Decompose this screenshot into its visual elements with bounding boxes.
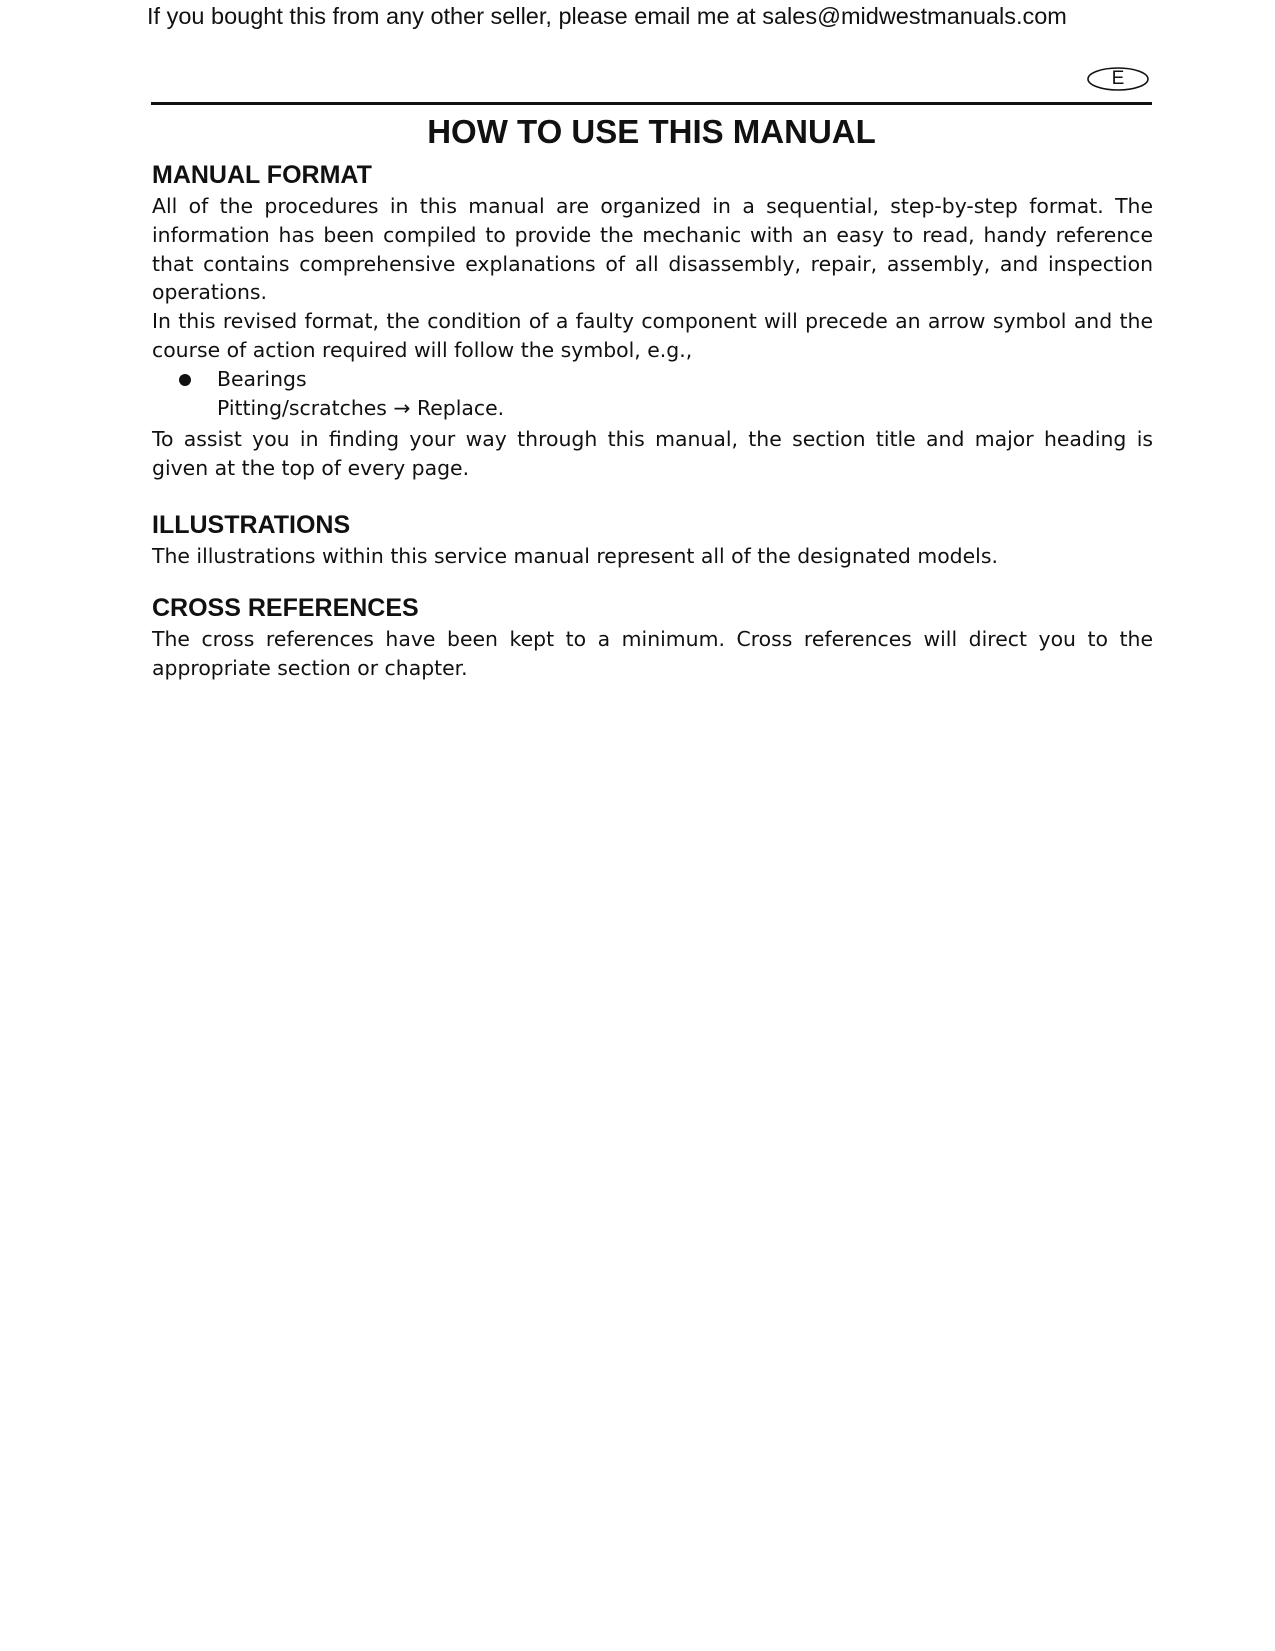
- section-cross-references: [152, 591, 1153, 683]
- section-heading-cross-references: CROSS REFERENCES: [152, 594, 419, 623]
- page-content: [152, 158, 1153, 683]
- manual-format-paragraph-2: In this revised format, the condition of a faulty component will precede an arrow symbol and the course of action required will follow the symbol, e.g.,: [152, 309, 1153, 362]
- bullet-item-detail: Pitting/scratches → Replace.: [217, 395, 505, 420]
- language-badge-label: E: [1111, 68, 1125, 89]
- seller-note: If you bought this from any other seller, please email me at sales@midwestmanuals.com: [147, 3, 1067, 29]
- bullet-item-label: Bearings: [217, 366, 307, 391]
- section-illustrations: [152, 508, 1153, 571]
- section-heading-illustrations: ILLUSTRATIONS: [152, 511, 351, 540]
- illustrations-paragraph: The illustrations within this service manual represent all of the designated models.: [152, 544, 998, 569]
- section-manual-format: [152, 158, 1153, 482]
- example-bullet: [152, 365, 1153, 423]
- bullet-dot-icon: [179, 374, 191, 386]
- manual-format-paragraph-1: All of the procedures in this manual are organized in a sequential, step-by-step format. The information has been compiled to provide the mechanic with an easy to read, handy reference that contains comprehensive explanations of all disassembly, repair, assembly, and inspection operations.: [152, 194, 1153, 305]
- manual-format-paragraph-3: To assist you in finding your way through this manual, the section title and major heading is given at the top of every page.: [152, 426, 1153, 480]
- section-heading-manual-format: MANUAL FORMAT: [152, 161, 372, 189]
- cross-references-paragraph: The cross references have been kept to a minimum. Cross references will direct you to the appropriate section or chapter.: [152, 627, 1153, 680]
- header-rule: [151, 102, 1152, 105]
- page-title: HOW TO USE THIS MANUAL: [427, 113, 876, 150]
- language-badge: [1087, 67, 1149, 91]
